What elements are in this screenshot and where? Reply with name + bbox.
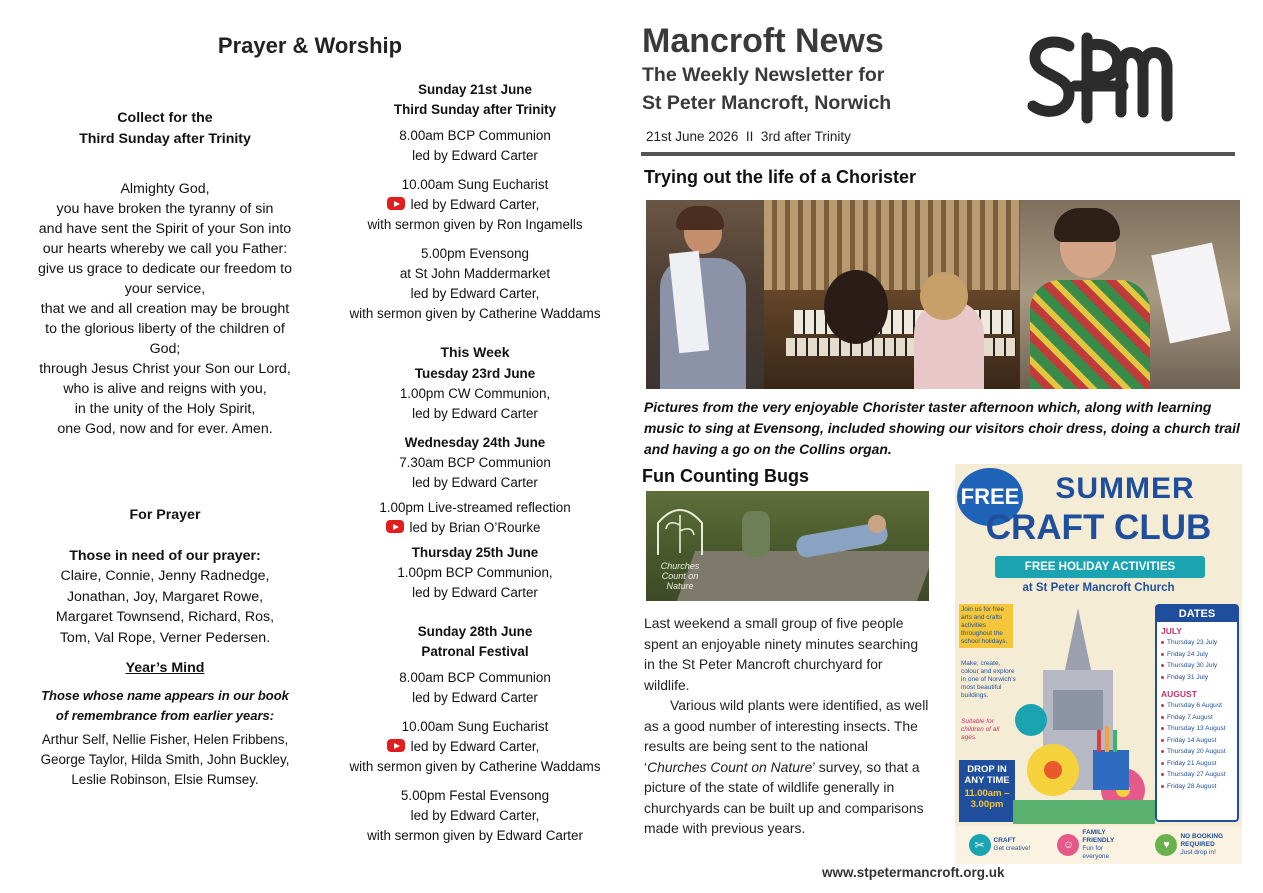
chorister-photo-3	[1020, 200, 1240, 389]
poster-date-item: Thursday 23 July	[1157, 637, 1237, 649]
collect-section	[20, 108, 310, 439]
craft-club-poster	[955, 464, 1242, 864]
scissors-icon: ✂	[969, 834, 991, 856]
for-prayer-heading: For Prayer	[129, 507, 201, 523]
years-mind-heading: Year’s Mind	[125, 660, 205, 676]
heart-icon: ♥	[1155, 834, 1177, 856]
poster-title-1: SUMMER	[1055, 472, 1195, 505]
collect-text-line: and have sent the Spirit of your Son into	[38, 221, 292, 237]
service-line: with sermon given by Edward Carter	[367, 828, 583, 843]
service-festal-evensong	[330, 786, 620, 846]
collect-text-line: you have broken the tyranny of sin	[56, 201, 274, 217]
collect-text-line: your service,	[124, 281, 206, 297]
remembrance-intro-line: of remembrance from earlier years:	[55, 708, 275, 723]
service-line: with sermon given by Catherine Waddams	[349, 306, 601, 321]
collect-text-line: one God, now and for ever. Amen.	[57, 421, 273, 437]
poster-date-item: Thursday 30 July	[1157, 660, 1237, 672]
prayer-needs-line: Margaret Townsend, Richard, Ros,	[55, 609, 275, 625]
service-10am	[330, 175, 620, 235]
poster-free-badge: FREE	[957, 468, 1023, 526]
service-line: 7.30am BCP Communion	[399, 455, 551, 470]
tuesday-service	[330, 384, 620, 424]
poster-make: Make, create, colour and explore in one of Norwich's most beautiful buildings.	[961, 660, 1016, 699]
service-8am-patronal	[330, 668, 620, 708]
service-line: led by Edward Carter,	[410, 286, 540, 301]
masthead-subtitle-1: The Weekly Newsletter for	[642, 64, 885, 86]
chorister-caption: Pictures from the very enjoyable Chorister taster afternoon which, along with learning music to sing at Evensong, included showing our visitors choir dress, doing a church trail and having a go on the Collins organ.	[644, 399, 1240, 457]
poster-title-2: CRAFT CLUB	[985, 508, 1212, 547]
masthead-subtitle-2: St Peter Mancroft, Norwich	[642, 92, 892, 114]
poster-august-dates	[1157, 700, 1237, 792]
collect-text-line: through Jesus Christ your Son our Lord,	[39, 361, 291, 377]
service-line: 10.00am Sung Eucharist	[401, 177, 549, 192]
service-line: led by Edward Carter,	[410, 808, 540, 823]
collect-text-line: in the unity of the Holy Spirit,	[74, 401, 256, 417]
service-line: 1.00pm CW Communion,	[399, 386, 551, 401]
wednesday-date: Wednesday 24th June	[404, 435, 546, 450]
bugs-article	[644, 613, 930, 839]
thursday-service	[330, 563, 620, 603]
remembrance-names-line: George Taylor, Hilda Smith, John Buckley,	[40, 752, 290, 767]
collect-text-line: God;	[149, 341, 181, 357]
bugs-photo	[646, 491, 929, 601]
website-link[interactable]: www.stpetermancroft.org.uk	[822, 865, 1005, 880]
remembrance-intro-line: Those whose name appears in our book	[41, 688, 289, 703]
poster-date-item: Thursday 20 August	[1157, 746, 1237, 758]
poster-venue: at St Peter Mancroft Church	[1022, 582, 1175, 594]
poster-date-item: Friday 21 August	[1157, 758, 1237, 770]
poster-church-illustration	[1013, 600, 1155, 824]
remembrance-names-line: Arthur Self, Nellie Fisher, Helen Fribbens,	[41, 732, 289, 747]
sunday2-name: Patronal Festival	[421, 644, 529, 659]
prayer-needs-line: Jonathan, Joy, Margaret Rowe,	[66, 588, 264, 605]
spm-logo	[1025, 32, 1185, 124]
collect-text-line: Almighty God,	[120, 181, 210, 197]
service-8am	[330, 126, 620, 166]
feature-craft: ✂ CRAFT Get creative!	[969, 834, 1031, 856]
thursday-date: Thursday 25th June	[411, 545, 539, 560]
bugs-paragraph-1: Last weekend a small group of five people spent an enjoyable ninety minutes searching in the St Peter Mancroft churchyard for wildlife.	[644, 615, 919, 693]
tuesday-date: Tuesday 23rd June	[414, 366, 536, 381]
poster-date-item: Friday 31 July	[1157, 672, 1237, 684]
service-line: with sermon given by Catherine Waddams	[349, 759, 601, 774]
service-line: 8.00am BCP Communion	[399, 128, 551, 143]
prayer-needs-line: Claire, Connie, Jenny Radnedge,	[60, 568, 270, 584]
wednesday-service-am	[330, 453, 620, 493]
poster-suitable: Suitable for children of all ages.	[961, 718, 1000, 741]
collect-text-line: to the glorious liberty of the children of	[45, 321, 285, 337]
wednesday-service-pm	[330, 498, 620, 538]
sunday1-date: Sunday 21st June	[418, 82, 532, 97]
this-week-heading: This Week	[440, 344, 510, 360]
service-line: led by Edward Carter	[412, 475, 538, 490]
poster-date-item: Friday 14 August	[1157, 735, 1237, 747]
service-line: at St John Maddermarket	[399, 266, 551, 281]
masthead-rule	[641, 152, 1235, 156]
service-line: 5.00pm Festal Evensong	[400, 788, 550, 803]
poster-dates-label: DATES	[1157, 606, 1237, 622]
service-line: 1.00pm Live-streamed reflection	[379, 500, 571, 515]
prayer-worship-heading: Prayer & Worship	[217, 33, 403, 58]
prayer-needs-line: Tom, Val Rope, Verner Pedersen.	[59, 629, 271, 646]
service-line: led by Edward Carter	[412, 690, 538, 705]
collect-text-line: that we and all creation may be brought	[40, 301, 290, 317]
youtube-icon[interactable]	[386, 520, 404, 533]
poster-date-item: Thursday 6 August	[1157, 700, 1237, 712]
poster-date-item: Friday 28 August	[1157, 781, 1237, 793]
poster-date-item: Friday 7 August	[1157, 712, 1237, 724]
remembrance-intro	[20, 686, 310, 726]
service-evensong	[330, 244, 620, 324]
prayer-needs-list	[20, 566, 310, 648]
remembrance-names-line: Leslie Robinson, Elsie Rumsey.	[71, 772, 259, 787]
collect-title: Collect for the	[117, 110, 213, 126]
remembrance-names	[20, 730, 310, 790]
sunday2-date: Sunday 28th June	[417, 624, 533, 639]
service-line: 8.00am BCP Communion	[399, 670, 551, 685]
poster-ribbon: FREE HOLIDAY ACTIVITIES	[995, 556, 1205, 578]
service-line: led by Edward Carter	[412, 406, 538, 421]
service-line: led by Edward Carter	[412, 585, 538, 600]
bugs-heading: Fun Counting Bugs	[642, 466, 809, 486]
prayer-needs-heading: Those in need of our prayer:	[69, 548, 261, 564]
poster-dropin: DROP IN ANY TIME 11.00am – 3.00pm	[959, 760, 1015, 822]
collect-text	[20, 179, 310, 439]
poster-date-item: Friday 24 July	[1157, 649, 1237, 661]
youtube-icon[interactable]	[387, 197, 405, 210]
chorister-photo-2	[764, 200, 1020, 389]
bugs-paragraph-2: Various wild plants were identified, as well as a good number of interesting insects. The results are being sent to the national ‘Churches Count on Nature’ survey, so that a picture of the state of wildlife generally in churchyards can be built up and comparisons made with previous years.	[644, 697, 929, 836]
collect-text-line: who is alive and reigns with you,	[63, 381, 267, 397]
collect-text-line: our hearts whereby we call you Father:	[42, 241, 288, 257]
chorister-photo-1	[646, 200, 764, 389]
sunday1-name: Third Sunday after Trinity	[393, 102, 557, 117]
service-line: led by Edward Carter,	[306, 195, 620, 215]
poster-intro: Join us for free arts and crafts activities throughout the school holidays.	[959, 604, 1013, 648]
collect-subtitle: Third Sunday after Trinity	[79, 131, 251, 147]
youtube-icon[interactable]	[387, 739, 405, 752]
poster-july-dates	[1157, 637, 1237, 683]
bugs-photo-logo-text: Churches Count on Nature	[660, 561, 700, 591]
poster-august-label: AUGUST	[1161, 689, 1197, 699]
poster-july-label: JULY	[1161, 626, 1182, 636]
chorister-heading: Trying out the life of a Chorister	[644, 167, 917, 187]
family-icon: ☺	[1057, 834, 1079, 856]
poster-features	[955, 826, 1242, 864]
feature-booking: ♥ NO BOOKING REQUIRED Just drop in!	[1155, 833, 1228, 857]
collect-text-line: give us grace to dedicate our freedom to	[38, 261, 292, 277]
service-line: led by Edward Carter,	[306, 737, 620, 757]
feature-family: ☺ FAMILY FRIENDLY Fun for everyone	[1057, 829, 1128, 861]
for-prayer-section	[20, 505, 310, 790]
service-10am-patronal	[330, 717, 620, 777]
poster-date-item: Thursday 13 August	[1157, 723, 1237, 735]
service-line: 10.00am Sung Eucharist	[401, 719, 549, 734]
issue-date: 21st June 2026 II 3rd after Trinity	[646, 129, 851, 144]
masthead-title: Mancroft News	[642, 22, 884, 60]
service-line: led by Edward Carter	[412, 148, 538, 163]
service-line: led by Brian O’Rourke	[306, 518, 620, 538]
services-column	[330, 80, 620, 852]
service-line: with sermon given by Ron Ingamells	[367, 217, 583, 232]
service-line: 5.00pm Evensong	[421, 246, 529, 261]
service-line: 1.00pm BCP Communion,	[397, 565, 553, 580]
poster-dates-box	[1155, 604, 1239, 822]
poster-date-item: Thursday 27 August	[1157, 769, 1237, 781]
